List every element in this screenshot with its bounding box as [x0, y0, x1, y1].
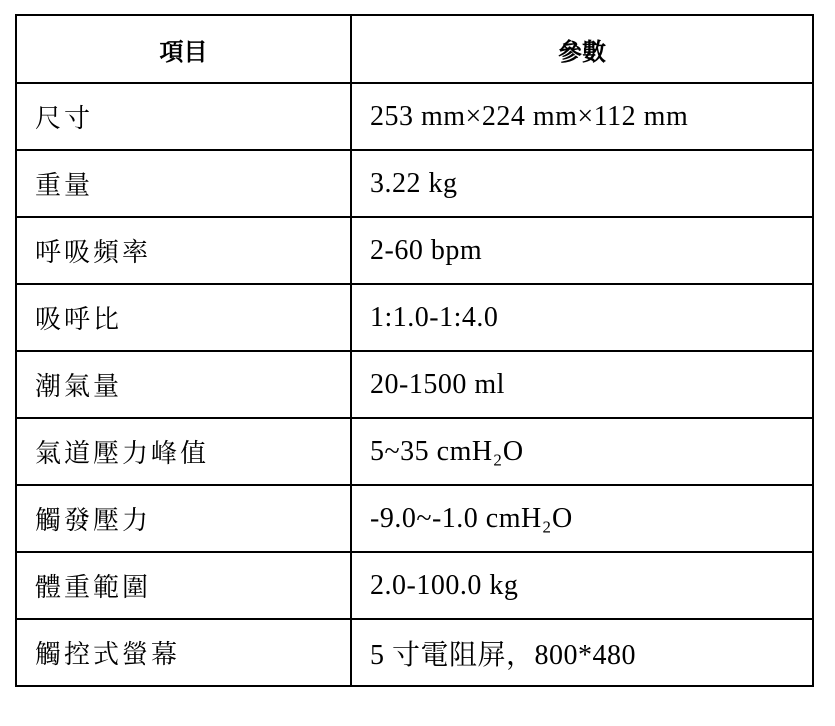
header-item: 項目	[16, 15, 351, 83]
table-row	[16, 351, 813, 418]
row-item-cell: 觸發壓力	[16, 485, 351, 552]
row-value-cell: 253 mm×224 mm×112 mm	[351, 83, 813, 150]
row-value-cell: 5~35 cmH₂O	[351, 418, 813, 485]
spec-table	[15, 14, 814, 687]
row-value-cell: 20-1500 ml	[351, 351, 813, 418]
row-value-cell: 2.0-100.0 kg	[351, 552, 813, 619]
row-value-cell: -9.0~-1.0 cmH₂O	[351, 485, 813, 552]
table-row	[16, 619, 813, 686]
table-row	[16, 83, 813, 150]
table-header	[16, 15, 813, 83]
row-value-cell: 5 寸電阻屏，800*480	[351, 619, 813, 686]
header-parameter: 參數	[351, 15, 813, 83]
row-item-cell: 重量	[16, 150, 351, 217]
row-value-cell: 1:1.0-1:4.0	[351, 284, 813, 351]
header-row	[16, 15, 813, 83]
row-item-cell: 尺寸	[16, 83, 351, 150]
row-value-cell: 2-60 bpm	[351, 217, 813, 284]
table-row	[16, 485, 813, 552]
table-row	[16, 418, 813, 485]
row-item-cell: 氣道壓力峰值	[16, 418, 351, 485]
row-item-cell: 吸呼比	[16, 284, 351, 351]
row-item-cell: 呼吸頻率	[16, 217, 351, 284]
row-item-cell: 觸控式螢幕	[16, 619, 351, 686]
row-item-cell: 體重範圍	[16, 552, 351, 619]
table-row	[16, 217, 813, 284]
row-value-cell: 3.22 kg	[351, 150, 813, 217]
table-row	[16, 150, 813, 217]
row-item-cell: 潮氣量	[16, 351, 351, 418]
table-row	[16, 284, 813, 351]
table-row	[16, 552, 813, 619]
table-body	[16, 83, 813, 686]
